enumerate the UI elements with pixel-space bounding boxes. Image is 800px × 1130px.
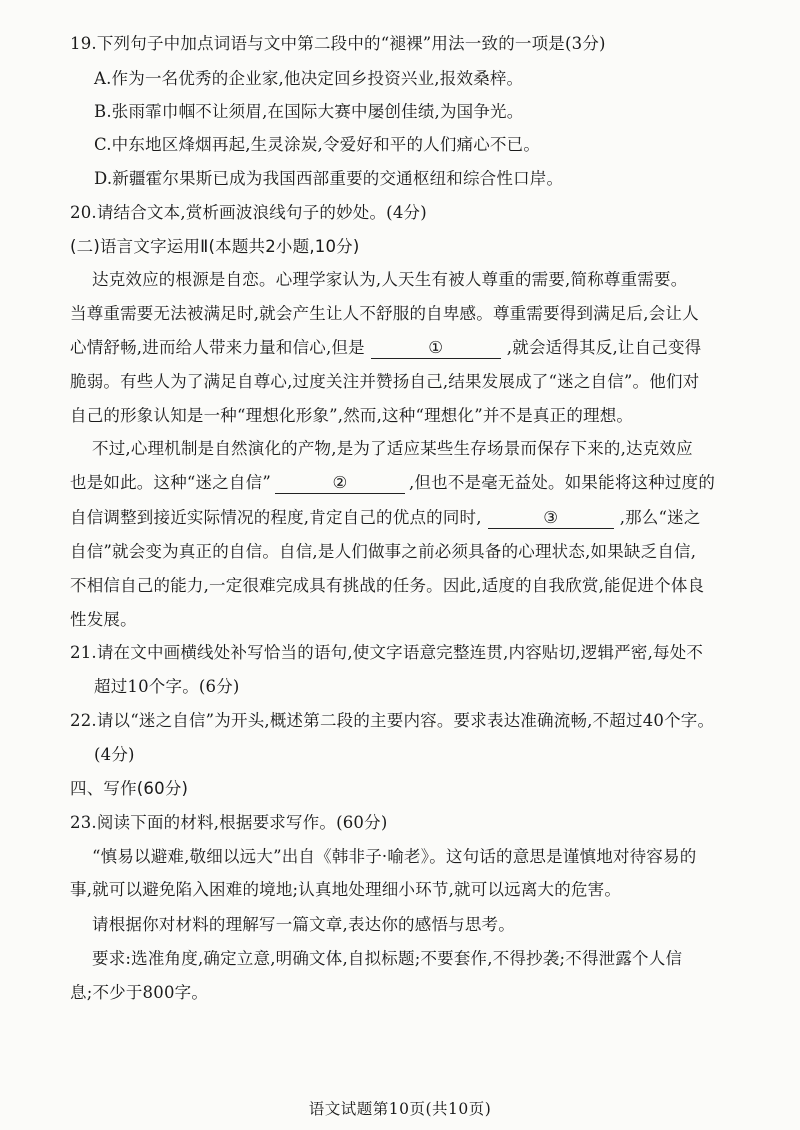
material-line-1: “慎易以避难,敬细以远大”出自《韩非子·喻老》。这句话的意思是谨慎地对待容易的 <box>92 847 697 866</box>
question-21-line-2: 超过10个字。(6分) <box>94 677 240 696</box>
question-19-option-a: A.作为一名优秀的企业家,他决定回乡投资兴业,报效桑梓。 <box>94 69 524 88</box>
passage-text: ,那么“迷之 <box>619 508 701 527</box>
question-23-stem: 23.阅读下面的材料,根据要求写作。(60分) <box>70 813 388 832</box>
material-line-2: 事,就可以避免陷入困难的境地;认真地处理细小环节,就可以远离大的危害。 <box>70 880 622 899</box>
page-footer: 语文试题第10页(共10页) <box>308 1100 492 1118</box>
passage-text: ,就会适得其反,让自己变得 <box>506 338 702 357</box>
section-4-title: 四、写作(60分) <box>70 779 189 798</box>
passage-paragraph-2-line-4: 自信”就会变为真正的自信。自信,是人们做事之前必须具备的心理状态,如果缺乏自信, <box>70 542 697 561</box>
question-20: 20.请结合文本,赏析画波浪线句子的妙处。(4分) <box>70 203 427 222</box>
passage-paragraph-1-line-1: 达克效应的根源是自恋。心理学家认为,人天生有被人尊重的需要,简称尊重需要。 <box>92 270 688 289</box>
answer-blank-2[interactable]: ② <box>275 473 405 494</box>
passage-paragraph-1-line-2: 当尊重需要无法被满足时,就会产生让人不舒服的自卑感。尊重需要得到满足后,会让人 <box>70 304 699 323</box>
section-2-title: (二)语言文字运用Ⅱ(本题共2小题,10分) <box>70 237 360 256</box>
passage-paragraph-2-line-6: 性发展。 <box>70 610 137 629</box>
answer-blank-3[interactable]: ③ <box>488 508 614 529</box>
writing-requirements-line-1: 要求:选准角度,确定立意,明确文体,自拟标题;不要套作,不得抄袭;不得泄露个人信 <box>92 949 683 968</box>
passage-paragraph-2-line-2 <box>70 471 715 495</box>
passage-text: 自信调整到接近实际情况的程度,肯定自己的优点的同时, <box>70 508 482 527</box>
writing-requirements-line-2: 息;不少于800字。 <box>70 983 209 1002</box>
question-19-stem: 19.下列句子中加点词语与文中第二段中的“褪裸”用法一致的一项是(3分) <box>70 34 606 53</box>
passage-paragraph-2-line-1: 不过,心理机制是自然演化的产物,是为了适应某些生存场景而保存下来的,达克效应 <box>92 439 693 458</box>
question-19-option-c: C.中东地区烽烟再起,生灵涂炭,令爱好和平的人们痛心不已。 <box>94 135 541 154</box>
writing-instruction: 请根据你对材料的理解写一篇文章,表达你的感悟与思考。 <box>92 915 515 934</box>
passage-text: 心情舒畅,进而给人带来力量和信心,但是 <box>70 338 365 357</box>
answer-blank-1[interactable]: ① <box>371 338 501 359</box>
question-19-option-d: D.新疆霍尔果斯已成为我国西部重要的交通枢纽和综合性口岸。 <box>94 169 564 188</box>
passage-text: 也是如此。这种“迷之自信” <box>70 473 271 492</box>
question-19-option-b: B.张雨霏巾帼不让须眉,在国际大赛中屡创佳绩,为国争光。 <box>94 102 524 121</box>
passage-paragraph-2-line-3 <box>70 506 701 530</box>
passage-paragraph-1-line-4: 脆弱。有些人为了满足自尊心,过度关注并赞扬自己,结果发展成了“迷之自信”。他们对 <box>70 372 700 391</box>
question-22-line-1: 22.请以“迷之自信”为开头,概述第二段的主要内容。要求表达准确流畅,不超过40个字。 <box>70 711 715 730</box>
passage-paragraph-2-line-5: 不相信自己的能力,一定很难完成具有挑战的任务。因此,适度的自我欣赏,能促进个体良 <box>70 576 705 595</box>
passage-paragraph-1-line-5: 自己的形象认知是一种“理想化形象”,然而,这种“理想化”并不是真正的理想。 <box>70 406 634 425</box>
passage-text: ,但也不是毫无益处。如果能将这种过度的 <box>408 473 716 492</box>
question-21-line-1: 21.请在文中画横线处补写恰当的语句,使文字语意完整连贯,内容贴切,逻辑严密,每处不 <box>70 643 704 662</box>
question-22-line-2: (4分) <box>94 745 135 764</box>
passage-paragraph-1-line-3 <box>70 336 701 360</box>
